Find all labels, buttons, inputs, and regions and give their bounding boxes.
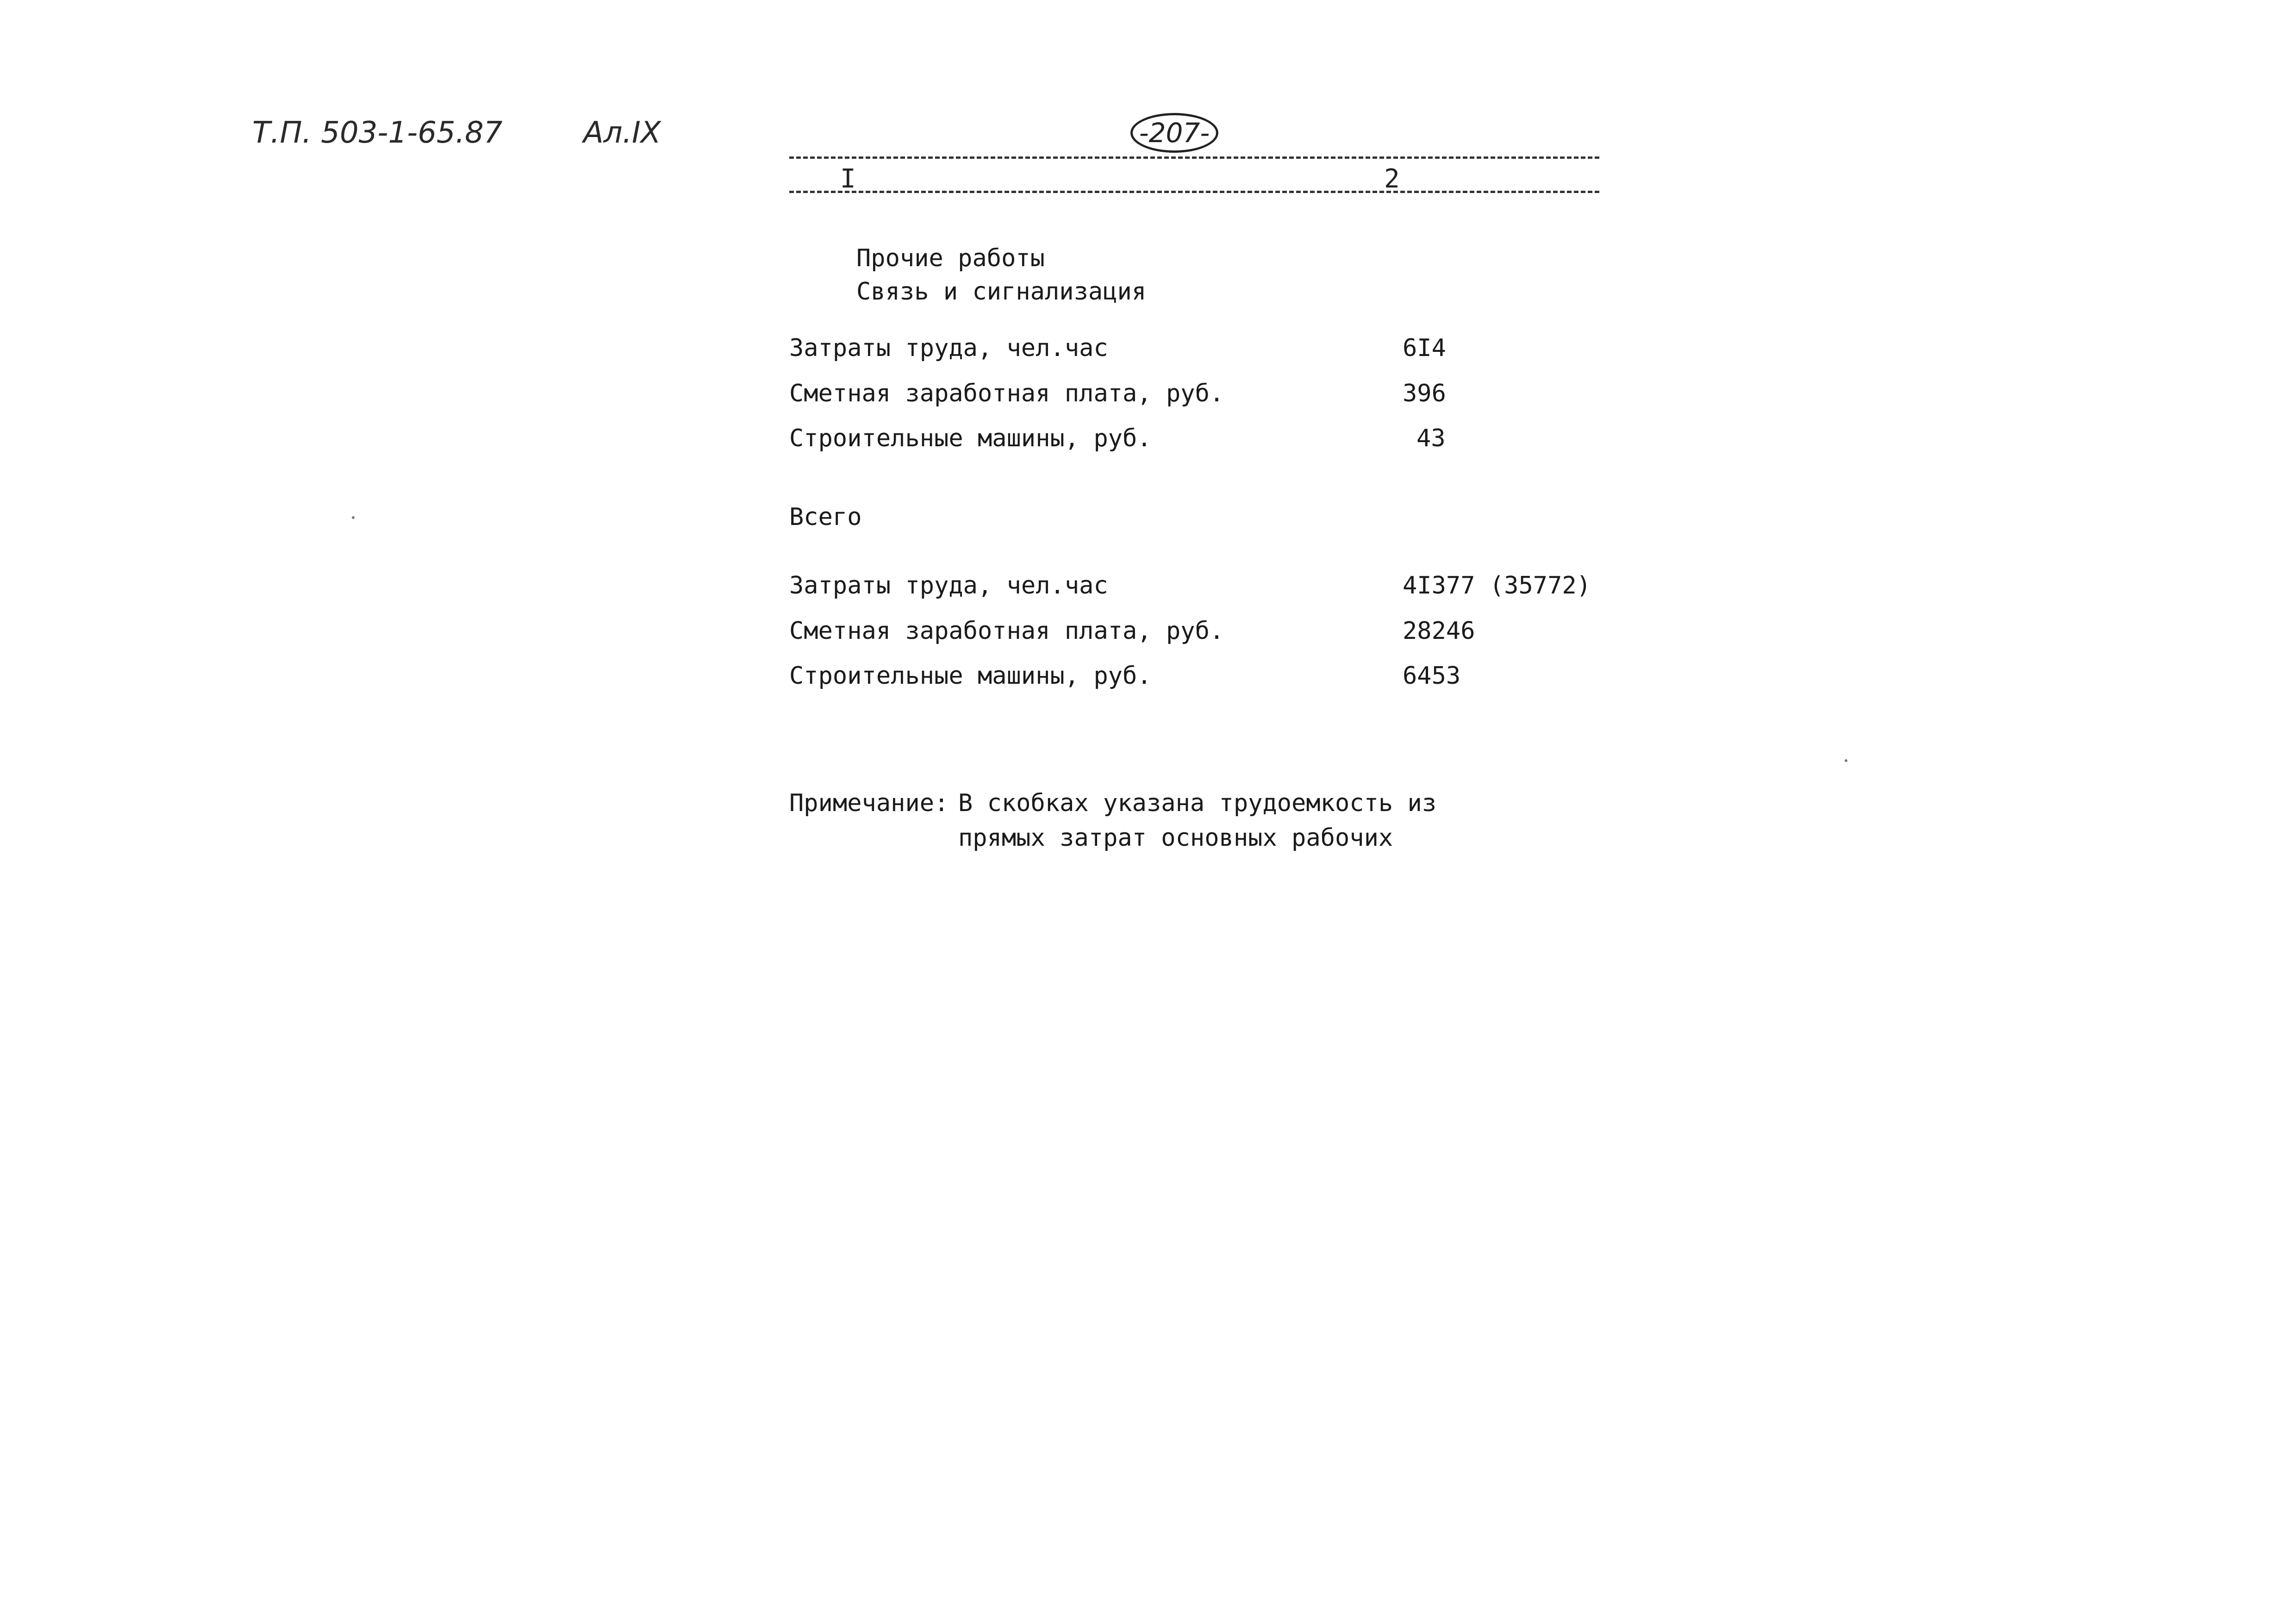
row-value-labor: 6I4 bbox=[1403, 334, 1446, 362]
row-value-wages: 396 bbox=[1403, 380, 1446, 407]
section-subtitle-communication: Связь и сигнализация bbox=[856, 278, 1147, 306]
row-label-machines: Строительные машины, руб. bbox=[789, 425, 1152, 452]
table-top-rule bbox=[789, 156, 1599, 159]
column-header-2: 2 bbox=[1384, 164, 1400, 194]
scan-speck bbox=[1845, 759, 1847, 762]
section-title-other-works: Прочие работы bbox=[856, 244, 1045, 272]
row-label-labor: Затраты труда, чел.час bbox=[789, 334, 1108, 362]
total-value-machines: 6453 bbox=[1403, 662, 1461, 690]
total-label-wages: Сметная заработная плата, руб. bbox=[789, 617, 1224, 645]
note-text-line-1: В скобках указана трудоемкость из bbox=[958, 789, 1437, 817]
section-title-total: Всего bbox=[789, 503, 862, 531]
sheet-reference: Ал.IX bbox=[583, 116, 661, 150]
column-header-1: I bbox=[840, 164, 856, 194]
table-header-rule bbox=[789, 191, 1599, 193]
total-value-labor: 4I377 (35772) bbox=[1403, 572, 1591, 600]
document-code: Т.П. 503-1-65.87 bbox=[252, 116, 503, 150]
row-value-machines: 43 bbox=[1416, 425, 1446, 452]
total-label-machines: Строительные машины, руб. bbox=[789, 662, 1152, 690]
note-label: Примечание: bbox=[789, 789, 949, 817]
total-value-wages: 28246 bbox=[1403, 617, 1475, 645]
scan-speck bbox=[352, 516, 355, 519]
page-number-stamp: -207- bbox=[1130, 113, 1218, 153]
row-label-wages: Сметная заработная плата, руб. bbox=[789, 380, 1224, 407]
total-label-labor: Затраты труда, чел.час bbox=[789, 572, 1108, 600]
note-text-line-2: прямых затрат основных рабочих bbox=[958, 824, 1393, 852]
